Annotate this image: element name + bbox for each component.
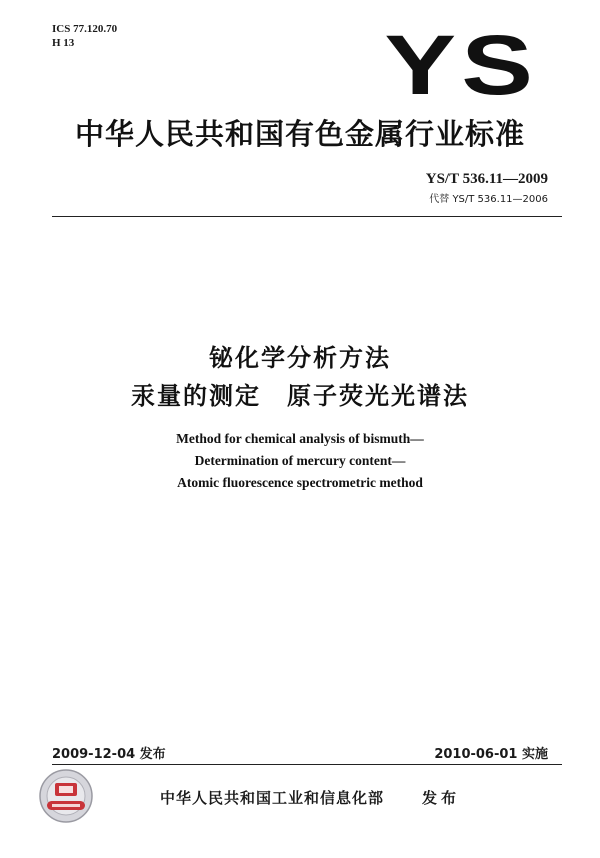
top-divider bbox=[52, 216, 562, 217]
anti-counterfeit-seal-icon bbox=[38, 768, 94, 824]
title-zh-line2: 汞量的测定 原子荧光光谱法 bbox=[131, 382, 469, 410]
title-en-line2: Determination of mercury content— bbox=[194, 453, 406, 468]
ics-code: ICS 77.120.70 bbox=[52, 23, 118, 35]
publish-date: 2009-12-04 发布 bbox=[52, 747, 166, 762]
org-title: 中华人民共和国有色金属行业标准 bbox=[74, 117, 525, 151]
issue-label: 发布 bbox=[422, 789, 461, 807]
title-en-line1: Method for chemical analysis of bismuth— bbox=[176, 431, 424, 446]
classification-codes bbox=[52, 22, 117, 50]
bottom-divider bbox=[52, 764, 562, 765]
ys-logo: YS bbox=[384, 18, 538, 112]
issuing-authority: 中华人民共和国工业和信息化部 bbox=[160, 789, 385, 807]
standard-number: YS/T 536.11—2009 bbox=[425, 171, 548, 187]
implement-date: 2010-06-01 实施 bbox=[434, 747, 548, 762]
title-zh-line1: 铋化学分析方法 bbox=[209, 344, 391, 372]
ccs-code: H 13 bbox=[52, 37, 75, 49]
title-en-line3: Atomic fluorescence spectrometric method bbox=[177, 475, 423, 490]
replaced-standard: 代替 YS/T 536.11—2006 bbox=[429, 194, 548, 205]
